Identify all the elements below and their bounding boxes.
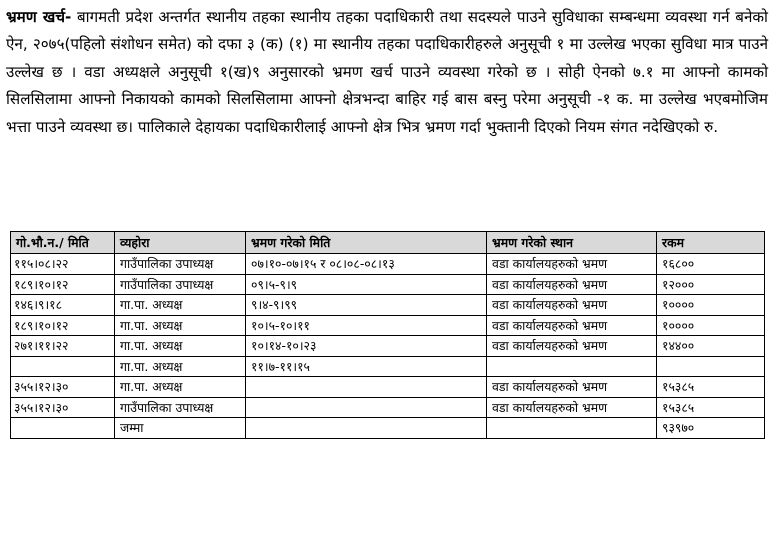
travel-place-cell	[487, 418, 657, 439]
description-cell: गा.पा. अध्यक्ष	[115, 295, 246, 316]
amount-cell: १००००	[657, 295, 765, 316]
travel-date-cell: ९।४-९।९९	[246, 295, 487, 316]
header-travel-place: भ्रमण गरेको स्थान	[487, 232, 657, 254]
table-row	[11, 295, 765, 316]
amount-cell: १५३८५	[657, 397, 765, 418]
table-row	[11, 315, 765, 336]
travel-date-cell	[246, 377, 487, 398]
header-amount: रकम	[657, 232, 765, 254]
description-cell: गाउँपालिका उपाध्यक्ष	[115, 254, 246, 275]
voucher-cell: ३५५।१२।३०	[11, 377, 115, 398]
travel-date-cell: ०७।१०-०७।१५ र ०८।०८-०८।१३	[246, 254, 487, 275]
table-row	[11, 356, 765, 377]
total-label: जम्मा	[115, 418, 246, 439]
table-row	[11, 254, 765, 275]
travel-place-cell: वडा कार्यालयहरुको भ्रमण	[487, 377, 657, 398]
travel-date-cell: १०।१४-१०।२३	[246, 336, 487, 357]
voucher-cell	[11, 418, 115, 439]
travel-date-cell	[246, 397, 487, 418]
voucher-cell: १४६।९।१८	[11, 295, 115, 316]
total-amount: ९३९७०	[657, 418, 765, 439]
voucher-cell: १८९।१०।१२	[11, 274, 115, 295]
voucher-cell: २७१।११।२२	[11, 336, 115, 357]
header-description: व्यहोरा	[115, 232, 246, 254]
table-header-row	[11, 232, 765, 254]
travel-date-cell: ०९।५-९।९	[246, 274, 487, 295]
audit-paragraph	[6, 4, 768, 141]
paragraph-heading: भ्रमण खर्च-	[6, 8, 72, 26]
amount-cell: १६८००	[657, 254, 765, 275]
travel-place-cell: वडा कार्यालयहरुको भ्रमण	[487, 295, 657, 316]
table-row	[11, 377, 765, 398]
table-row	[11, 397, 765, 418]
travel-place-cell	[487, 356, 657, 377]
description-cell: गाउँपालिका उपाध्यक्ष	[115, 274, 246, 295]
travel-place-cell: वडा कार्यालयहरुको भ्रमण	[487, 336, 657, 357]
travel-expense-table	[10, 231, 765, 439]
voucher-cell: १८९।१०।१२	[11, 315, 115, 336]
travel-date-cell: ११।७-११।१५	[246, 356, 487, 377]
description-cell: गाउँपालिका उपाध्यक्ष	[115, 397, 246, 418]
travel-place-cell: वडा कार्यालयहरुको भ्रमण	[487, 274, 657, 295]
paragraph-body: बागमती प्रदेश अन्तर्गत स्थानीय तहका स्थानीय तहका पदाधिकारी तथा सदस्यले पाउने सुविधाका सम्बन्धमा व्यवस्था गर्न बनेको ऐन, २०७५(पहिलो संशोधन समेत) को दफा ३ (क) (१) मा स्थानीय तहका पदाधिकारीहरुले अनुसूची १ मा उल्लेख भएका सुविधा मात्र पाउने उल्लेख छ । वडा अध्यक्षले अनुसूची १(ख)९ अनुसारको भ्रमण खर्च पाउने व्यवस्था गरेको छ । सोही ऐनको ७.१ मा आफ्नो कामको सिलसिलामा आफ्नो निकायको कामको सिलसिलामा आफ्नो क्षेत्रभन्दा बाहिर गई बास बस्नु परेमा अनुसूची -१ क. मा उल्लेख भएबमोजिम भत्ता पाउने व्यवस्था छ। पालिकाले देहायका पदाधिकारीलाई आफ्नो क्षेत्र भित्र भ्रमण गर्दा भुक्तानी दिएको नियम संगत नदेखिएको रु.	[6, 8, 768, 136]
voucher-cell	[11, 356, 115, 377]
travel-date-cell	[246, 418, 487, 439]
description-cell: गा.पा. अध्यक्ष	[115, 315, 246, 336]
amount-cell: १४४००	[657, 336, 765, 357]
header-voucher: गो.भौ.न./ मिति	[11, 232, 115, 254]
description-cell: गा.पा. अध्यक्ष	[115, 377, 246, 398]
voucher-cell: ११५।०८।२२	[11, 254, 115, 275]
table-row	[11, 274, 765, 295]
amount-cell: १५३८५	[657, 377, 765, 398]
amount-cell	[657, 356, 765, 377]
travel-date-cell: १०।५-१०।११	[246, 315, 487, 336]
travel-place-cell: वडा कार्यालयहरुको भ्रमण	[487, 254, 657, 275]
amount-cell: १२०००	[657, 274, 765, 295]
travel-place-cell: वडा कार्यालयहरुको भ्रमण	[487, 397, 657, 418]
description-cell: गा.पा. अध्यक्ष	[115, 336, 246, 357]
header-travel-date: भ्रमण गरेको मिति	[246, 232, 487, 254]
travel-place-cell: वडा कार्यालयहरुको भ्रमण	[487, 315, 657, 336]
voucher-cell: ३५५।१२।३०	[11, 397, 115, 418]
amount-cell: १००००	[657, 315, 765, 336]
table-total-row	[11, 418, 765, 439]
table-row	[11, 336, 765, 357]
description-cell: गा.पा. अध्यक्ष	[115, 356, 246, 377]
